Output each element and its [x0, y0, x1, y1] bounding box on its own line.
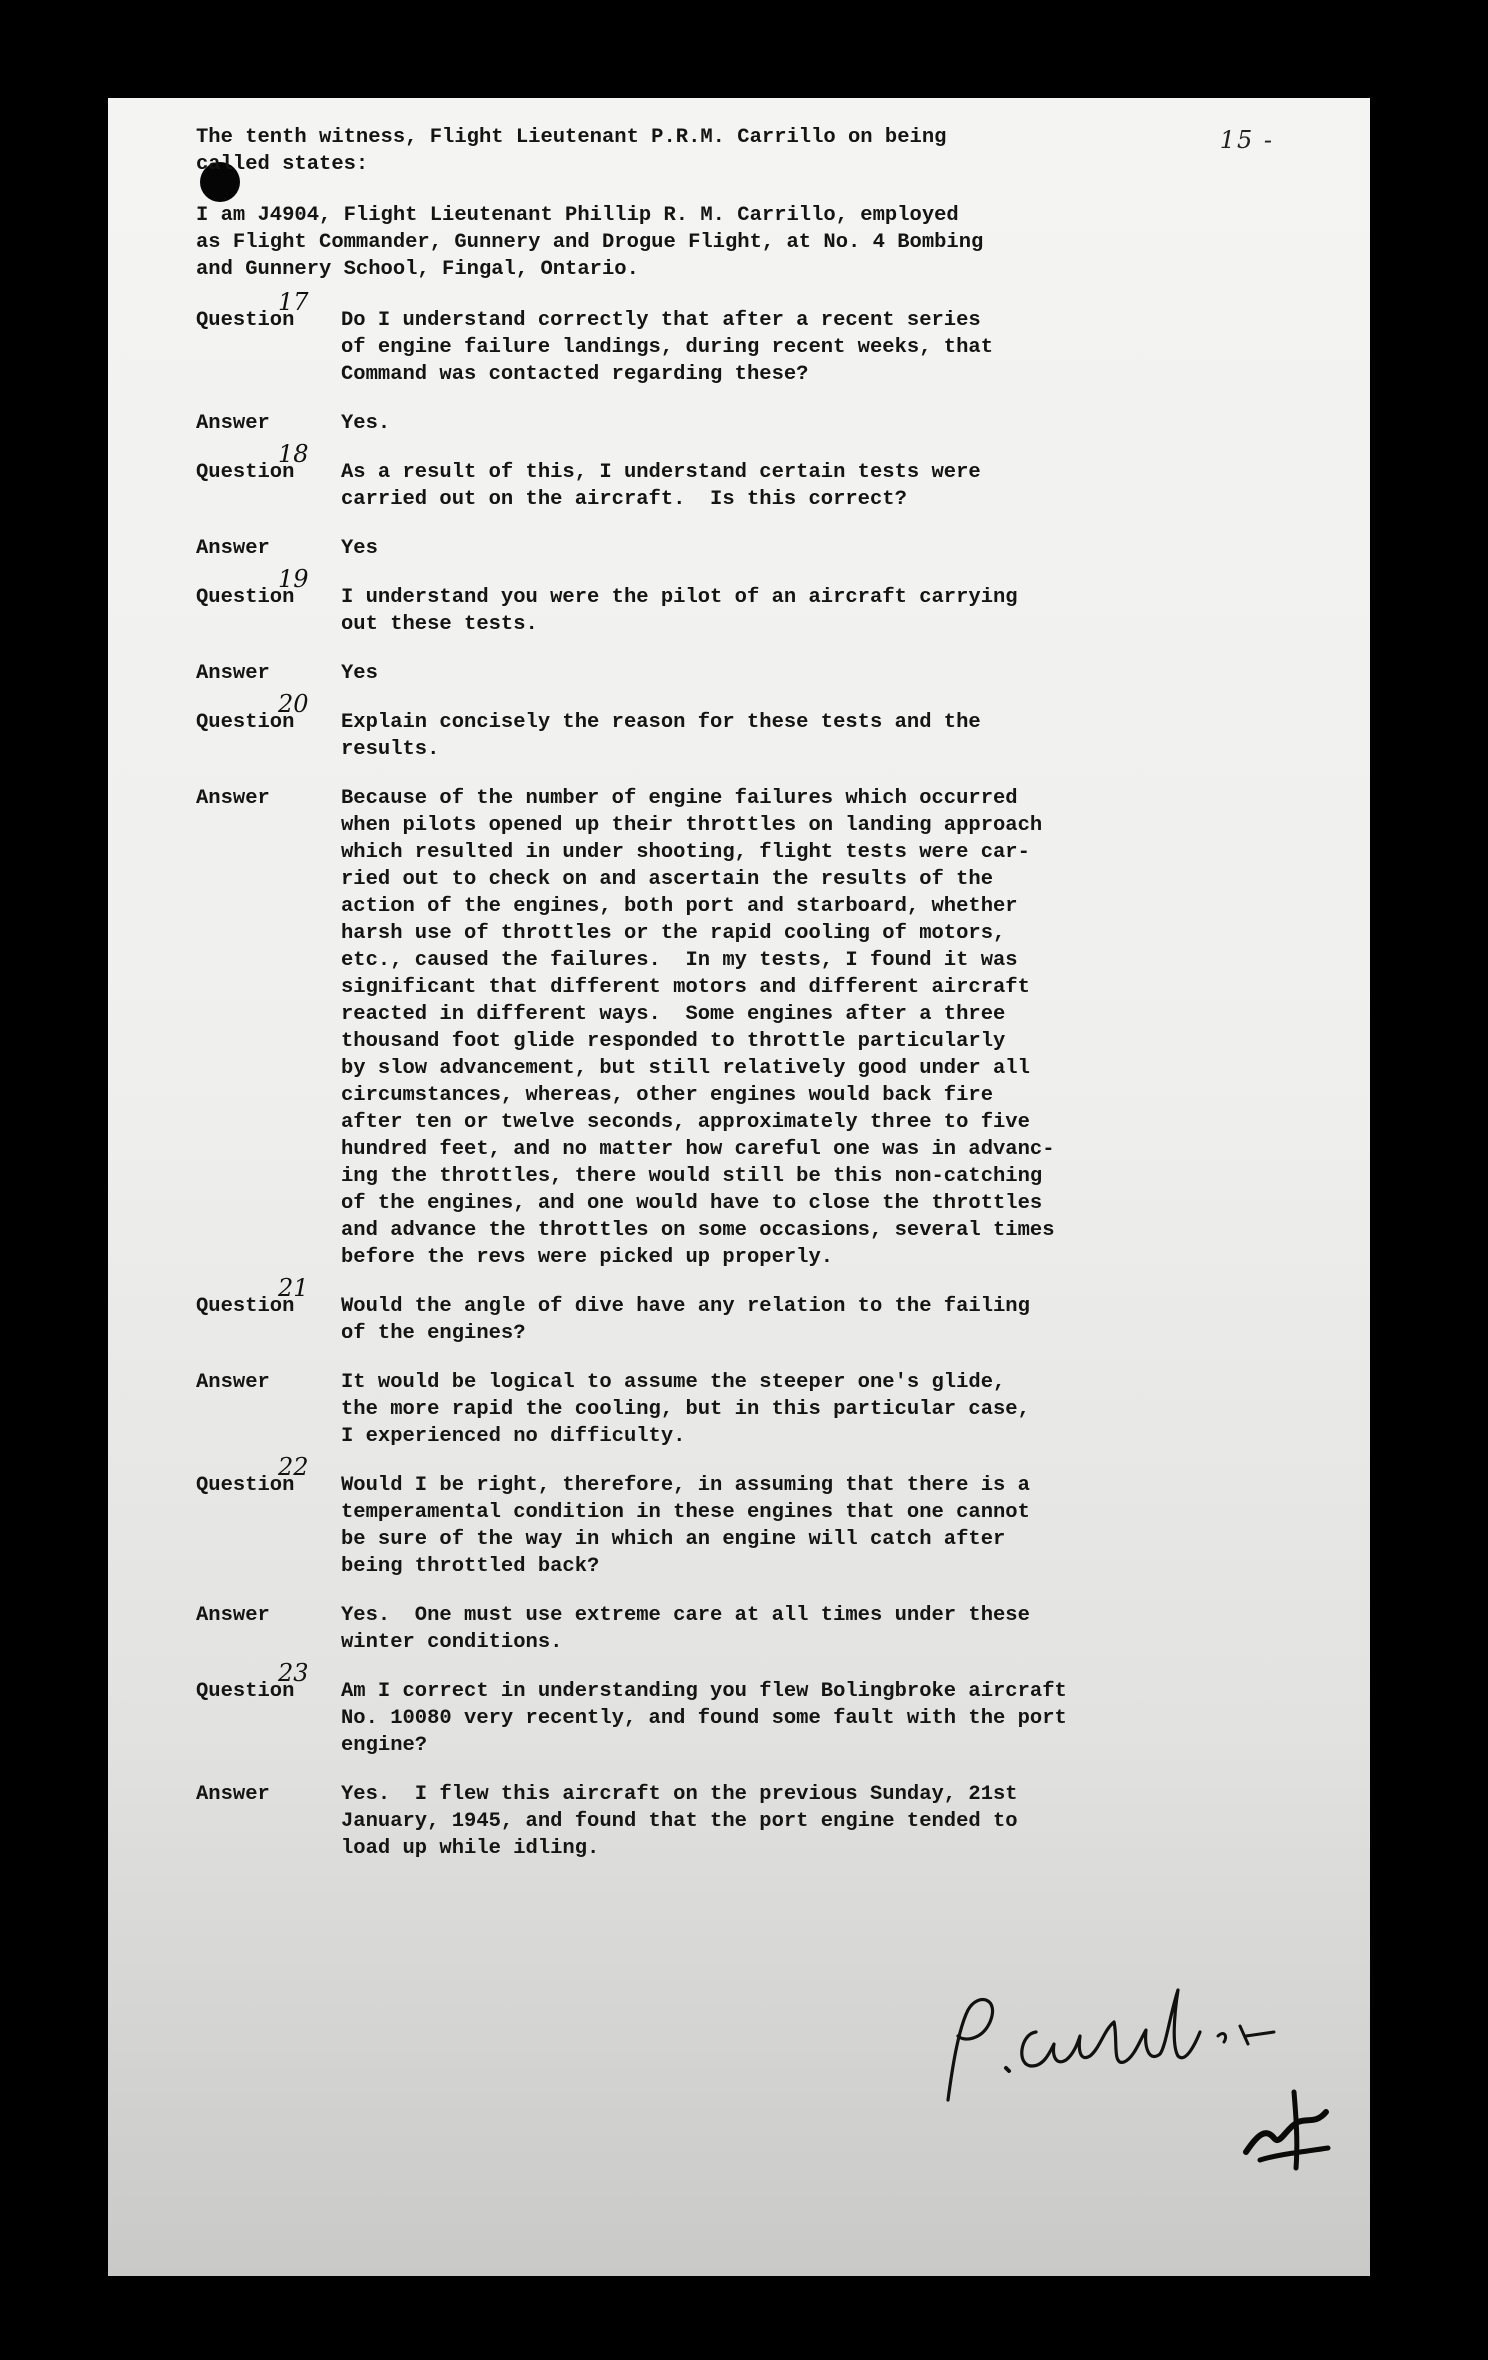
handwritten-initials: [1236, 2082, 1336, 2178]
qa-entry: [196, 785, 1246, 1271]
qa-entry: [196, 410, 1246, 437]
qa-text: As a result of this, I understand certain tests were carried out on the aircraft. Is this correct?: [341, 461, 981, 511]
qa-text: Yes: [341, 537, 378, 560]
qa-text: Because of the number of engine failures which occurred when pilots opened up their throttles on landing approach which resulted in under shooting, flight tests were car- ried out to check on and ascertain the results of the action of the engines, both port and starboard, whether harsh use of throttles or the rapid cooling of motors, etc., caused the failures. In my tests, I found it was significant that different motors and different aircraft reacted in different ways. Some engines after a three thousand foot glide responded to throttle particularly by slow advancement, but still relatively good under all circumstances, whereas, other engines would back fire after ten or twelve seconds, approximately three to five hundred feet, and no matter how careful one was in advanc- ing the throttles, there would still be this non-catching of the engines, and one would have to close the throttles and advance the throttles on some occasions, several times before the revs were picked up properly.: [341, 787, 1055, 1269]
qa-label: Question: [196, 309, 295, 332]
qa-label: Question: [196, 1295, 295, 1318]
qa-entry: [196, 1781, 1246, 1862]
qa-label: Question: [196, 1680, 295, 1703]
handwritten-question-number: 18: [278, 440, 309, 468]
qa-label: Answer: [196, 1604, 270, 1627]
qa-text: Yes.: [341, 412, 391, 435]
handwritten-question-number: 20: [278, 690, 309, 718]
qa-label: Question: [196, 1474, 295, 1497]
qa-label: Answer: [196, 1371, 270, 1394]
typed-testimony: [196, 124, 1246, 1884]
qa-entry: [196, 535, 1246, 562]
handwritten-question-number: 17: [278, 288, 309, 316]
qa-entry: [196, 660, 1246, 687]
qa-entry: [196, 1602, 1246, 1656]
qa-label: Answer: [196, 412, 270, 435]
handwritten-question-number: 19: [278, 565, 309, 593]
qa-entry: [196, 1453, 1246, 1580]
qa-text: Yes. One must use extreme care at all times under these winter conditions.: [341, 1604, 1030, 1654]
qa-entry: [196, 1274, 1246, 1347]
qa-entry: [196, 440, 1246, 513]
handwritten-question-number: 23: [278, 1659, 309, 1687]
qa-label: Answer: [196, 537, 270, 560]
intro-paragraph-2: I am J4904, Flight Lieutenant Phillip R. M. Carrillo, employed as Flight Commander, Gunnery and Drogue Flight, at No. 4 Bombing and Gunnery School, Fingal, Ontario.: [196, 204, 984, 281]
qa-text: It would be logical to assume the steeper one's glide, the more rapid the cooling, but in this particular case, I experienced no difficulty.: [341, 1371, 1030, 1448]
qa-text: Am I correct in understanding you flew Bolingbroke aircraft No. 10080 very recently, and found some fault with the port engine?: [341, 1680, 1067, 1757]
qa-text: I understand you were the pilot of an aircraft carrying out these tests.: [341, 586, 1018, 636]
handwritten-question-number: 21: [278, 1274, 309, 1302]
qa-text: Explain concisely the reason for these tests and the results.: [341, 711, 981, 761]
qa-label: Answer: [196, 662, 270, 685]
qa-text: Would I be right, therefore, in assuming that there is a temperamental condition in these engines that one cannot be sure of the way in which an engine will catch after being throttled back?: [341, 1474, 1030, 1578]
qa-entry: [196, 1369, 1246, 1450]
handwritten-signature: [928, 1970, 1288, 2120]
intro-paragraph-1: The tenth witness, Flight Lieutenant P.R.M. Carrillo on being called states:: [196, 126, 947, 176]
qa-entry: [196, 690, 1246, 763]
qa-label: Answer: [196, 1783, 270, 1806]
qa-entry: [196, 288, 1246, 388]
qa-text: Yes. I flew this aircraft on the previous Sunday, 21st January, 1945, and found that the port engine tended to load up while idling.: [341, 1783, 1018, 1860]
page-number-mark: 15 -: [1219, 126, 1274, 154]
qa-entry: [196, 565, 1246, 638]
qa-text: Would the angle of dive have any relation to the failing of the engines?: [341, 1295, 1030, 1345]
qa-text: Yes: [341, 662, 378, 685]
qa-label: Question: [196, 461, 295, 484]
qa-label: Answer: [196, 787, 270, 810]
qa-text: Do I understand correctly that after a recent series of engine failure landings, during recent weeks, that Command was contacted regarding these?: [341, 309, 994, 386]
qa-entry: [196, 1659, 1246, 1759]
qa-label: Question: [196, 586, 295, 609]
handwritten-question-number: 22: [278, 1453, 309, 1481]
qa-label: Question: [196, 711, 295, 734]
